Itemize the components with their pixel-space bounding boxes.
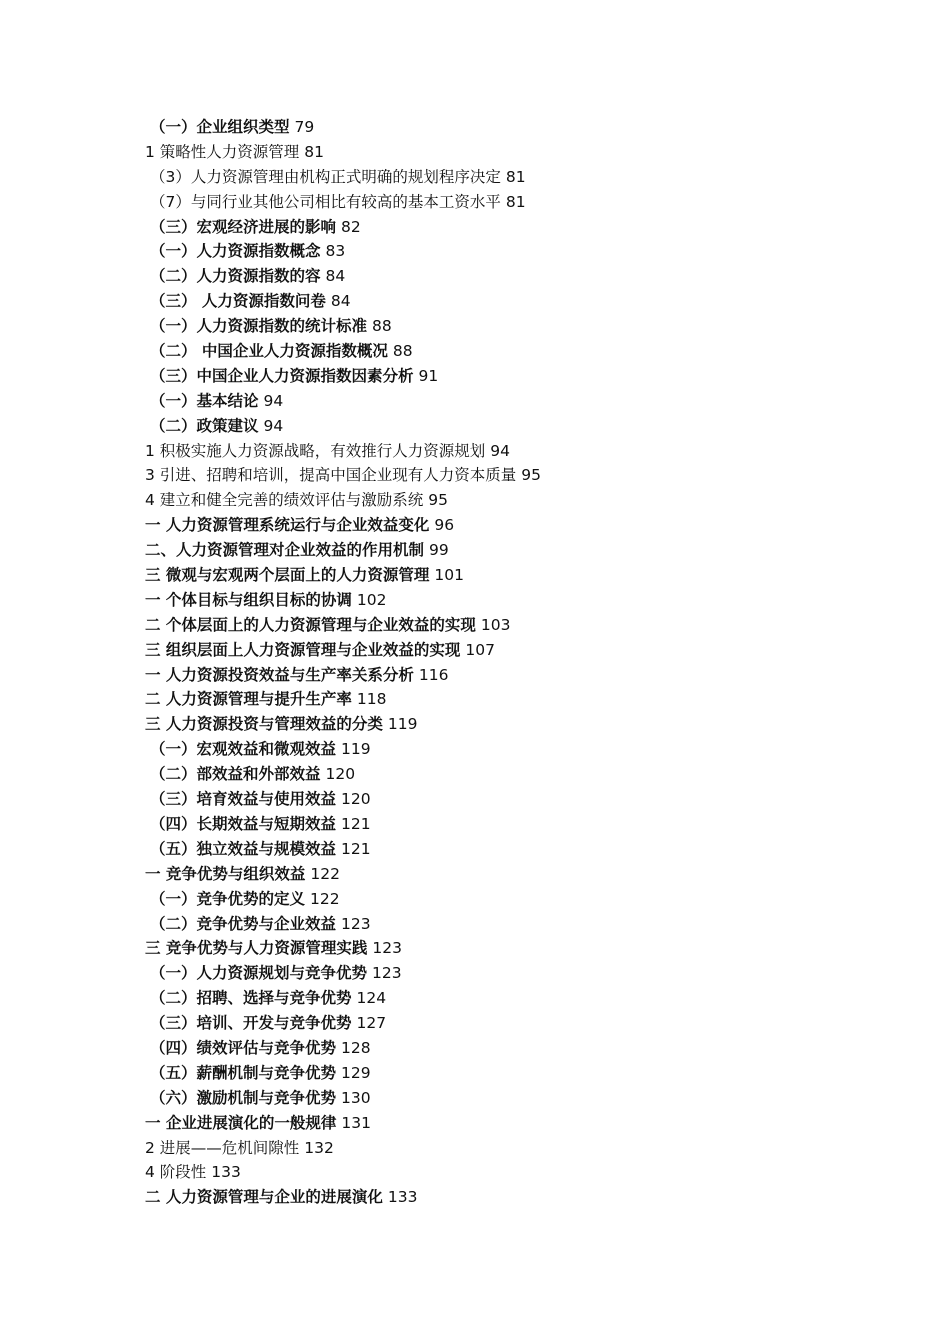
toc-entry-page-number: 121 bbox=[341, 839, 371, 858]
toc-entry bbox=[145, 1061, 905, 1086]
toc-entry-title: （3）人力资源管理由机构正式明确的规划程序决定 bbox=[150, 167, 501, 186]
toc-entry bbox=[145, 439, 905, 464]
toc-entry-title: 一 人力资源管理系统运行与企业效益变化 bbox=[145, 516, 430, 535]
toc-entry bbox=[145, 215, 905, 240]
toc-entry-title: 2 进展——危机间隙性 bbox=[145, 1138, 300, 1157]
toc-entry-page-number: 120 bbox=[325, 765, 356, 784]
toc-entry-title: （四）长期效益与短期效益 bbox=[150, 814, 337, 833]
toc-entry-title: （二）竞争优势与企业效益 bbox=[150, 914, 337, 933]
toc-entry-title: 一 个体目标与组织目标的协调 bbox=[145, 590, 352, 609]
toc-entry bbox=[145, 663, 905, 688]
toc-entry-page-number: 130 bbox=[341, 1088, 371, 1107]
toc-entry bbox=[145, 712, 905, 737]
toc-entry-title: 3 引进、招聘和培训，提高中国企业现有人力资本质量 bbox=[145, 466, 517, 485]
toc-entry-page-number: 83 bbox=[325, 242, 346, 261]
toc-entry-page-number: 79 bbox=[294, 118, 315, 136]
toc-entry-page-number: 94 bbox=[263, 416, 284, 435]
toc-entry-title: 二、人力资源管理对企业效益的作用机制 bbox=[145, 541, 425, 560]
toc-entry-title: （六）激励机制与竞争优势 bbox=[150, 1088, 337, 1107]
toc-entry-title: （一）企业组织类型 bbox=[150, 118, 290, 136]
toc-entry bbox=[145, 1036, 905, 1061]
toc-entry-page-number: 128 bbox=[341, 1038, 371, 1057]
toc-entry bbox=[145, 986, 905, 1011]
toc-entry-title: （7）与同行业其他公司相比有较高的基本工资水平 bbox=[150, 192, 501, 211]
toc-entry-page-number: 102 bbox=[356, 590, 387, 609]
toc-entry-page-number: 94 bbox=[263, 391, 284, 410]
toc-entry-page-number: 84 bbox=[330, 292, 351, 311]
toc-entry bbox=[145, 1011, 905, 1036]
toc-entry bbox=[145, 787, 905, 812]
toc-entry-title: （一）人力资源指数概念 bbox=[150, 242, 321, 261]
toc-entry bbox=[145, 314, 905, 339]
toc-entry-title: 三 微观与宏观两个层面上的人力资源管理 bbox=[145, 566, 430, 585]
toc-entry-page-number: 123 bbox=[372, 939, 402, 958]
toc-entry-title: 一 竞争优势与组织效益 bbox=[145, 864, 306, 883]
toc-entry-title: 二 个体层面上的人力资源管理与企业效益的实现 bbox=[145, 615, 476, 634]
toc-entry-title: 一 人力资源投资效益与生产率关系分析 bbox=[145, 665, 414, 684]
toc-entry-title: 1 策略性人力资源管理 bbox=[145, 142, 300, 161]
toc-entry bbox=[145, 115, 905, 140]
toc-entry-page-number: 133 bbox=[387, 1188, 418, 1207]
toc-entry-page-number: 118 bbox=[356, 690, 387, 709]
toc-entry-title: （三）培育效益与使用效益 bbox=[150, 790, 337, 809]
toc-entry bbox=[145, 912, 905, 937]
toc-entry-title: 4 阶段性 bbox=[145, 1163, 207, 1182]
table-of-contents bbox=[145, 115, 905, 1210]
toc-entry-title: 一 企业进展演化的一般规律 bbox=[145, 1113, 337, 1132]
toc-entry bbox=[145, 762, 905, 787]
toc-entry-page-number: 131 bbox=[341, 1113, 371, 1132]
toc-entry-page-number: 123 bbox=[372, 964, 402, 983]
toc-entry bbox=[145, 613, 905, 638]
toc-entry-title: 二 人力资源管理与提升生产率 bbox=[145, 690, 352, 709]
toc-entry bbox=[145, 488, 905, 513]
toc-entry bbox=[145, 463, 905, 488]
toc-entry bbox=[145, 1160, 905, 1185]
toc-entry-title: （二）政策建议 bbox=[150, 416, 259, 435]
toc-entry bbox=[145, 1086, 905, 1111]
toc-entry-page-number: 129 bbox=[341, 1063, 371, 1082]
toc-entry bbox=[145, 190, 905, 215]
toc-entry-title: 二 人力资源管理与企业的进展演化 bbox=[145, 1188, 383, 1207]
toc-entry-title: （一）基本结论 bbox=[150, 391, 259, 410]
toc-entry bbox=[145, 239, 905, 264]
toc-entry bbox=[145, 961, 905, 986]
toc-entry bbox=[145, 289, 905, 314]
toc-entry-title: （二）招聘、选择与竞争优势 bbox=[150, 989, 352, 1008]
toc-entry bbox=[145, 1111, 905, 1136]
toc-entry bbox=[145, 389, 905, 414]
toc-entry bbox=[145, 737, 905, 762]
toc-entry bbox=[145, 563, 905, 588]
toc-entry-page-number: 122 bbox=[310, 864, 340, 883]
toc-entry-title: （三）中国企业人力资源指数因素分析 bbox=[150, 366, 414, 385]
toc-entry-page-number: 107 bbox=[465, 640, 495, 659]
toc-entry-title: （二）人力资源指数的容 bbox=[150, 267, 321, 286]
toc-entry bbox=[145, 837, 905, 862]
toc-entry-title: （五）独立效益与规模效益 bbox=[150, 839, 337, 858]
toc-entry bbox=[145, 538, 905, 563]
toc-entry-page-number: 82 bbox=[341, 217, 361, 236]
toc-entry bbox=[145, 1136, 905, 1161]
toc-entry bbox=[145, 364, 905, 389]
toc-entry-title: （一）宏观效益和微观效益 bbox=[150, 740, 337, 759]
toc-entry-page-number: 122 bbox=[310, 889, 340, 908]
toc-entry-page-number: 95 bbox=[521, 466, 542, 485]
toc-entry-title: （三）宏观经济进展的影响 bbox=[150, 217, 337, 236]
toc-entry-title: （二） 中国企业人力资源指数概况 bbox=[150, 342, 388, 361]
toc-entry-title: （一）竞争优势的定义 bbox=[150, 889, 306, 908]
toc-entry-title: （五）薪酬机制与竞争优势 bbox=[150, 1063, 337, 1082]
toc-entry bbox=[145, 936, 905, 961]
toc-entry bbox=[145, 1185, 905, 1210]
toc-entry-title: 三 人力资源投资与管理效益的分类 bbox=[145, 715, 383, 734]
toc-entry-page-number: 95 bbox=[428, 491, 449, 510]
toc-entry bbox=[145, 687, 905, 712]
toc-entry-page-number: 99 bbox=[429, 541, 449, 560]
toc-entry-title: 4 建立和健全完善的绩效评估与激励系统 bbox=[145, 491, 424, 510]
toc-entry-title: 1 积极实施人力资源战略，有效推行人力资源规划 bbox=[145, 441, 486, 460]
toc-entry-page-number: 96 bbox=[434, 516, 455, 535]
toc-entry-page-number: 123 bbox=[341, 914, 371, 933]
toc-entry-title: （一）人力资源指数的统计标准 bbox=[150, 317, 368, 336]
toc-entry-title: （三）培训、开发与竞争优势 bbox=[150, 1014, 352, 1033]
toc-entry-title: （二）部效益和外部效益 bbox=[150, 765, 321, 784]
toc-entry-title: （三） 人力资源指数问卷 bbox=[150, 292, 326, 311]
toc-entry-page-number: 124 bbox=[356, 989, 387, 1008]
toc-entry bbox=[145, 339, 905, 364]
toc-entry bbox=[145, 812, 905, 837]
toc-entry-page-number: 132 bbox=[304, 1138, 334, 1157]
toc-entry bbox=[145, 638, 905, 663]
toc-entry-page-number: 94 bbox=[490, 441, 511, 460]
toc-entry-title: （一）人力资源规划与竞争优势 bbox=[150, 964, 368, 983]
toc-entry bbox=[145, 165, 905, 190]
toc-entry-page-number: 81 bbox=[505, 192, 526, 211]
toc-entry-page-number: 101 bbox=[434, 566, 464, 585]
toc-entry bbox=[145, 513, 905, 538]
toc-entry bbox=[145, 588, 905, 613]
toc-entry-page-number: 121 bbox=[341, 814, 371, 833]
toc-entry bbox=[145, 414, 905, 439]
toc-entry-page-number: 81 bbox=[304, 142, 325, 161]
toc-entry-page-number: 84 bbox=[325, 267, 346, 286]
toc-entry-title: （四）绩效评估与竞争优势 bbox=[150, 1038, 337, 1057]
toc-entry bbox=[145, 264, 905, 289]
toc-entry-page-number: 91 bbox=[418, 366, 439, 385]
toc-entry-page-number: 116 bbox=[418, 665, 449, 684]
toc-entry-page-number: 127 bbox=[356, 1014, 387, 1033]
toc-entry bbox=[145, 887, 905, 912]
toc-entry-page-number: 120 bbox=[341, 790, 371, 809]
toc-entry-page-number: 81 bbox=[505, 167, 526, 186]
toc-entry-page-number: 119 bbox=[387, 715, 418, 734]
toc-entry-page-number: 88 bbox=[392, 342, 413, 361]
toc-entry bbox=[145, 862, 905, 887]
toc-entry bbox=[145, 140, 905, 165]
toc-entry-page-number: 88 bbox=[372, 317, 392, 336]
toc-entry-title: 三 组织层面上人力资源管理与企业效益的实现 bbox=[145, 640, 461, 659]
toc-entry-page-number: 103 bbox=[480, 615, 511, 634]
toc-entry-page-number: 133 bbox=[211, 1163, 241, 1182]
toc-entry-title: 三 竞争优势与人力资源管理实践 bbox=[145, 939, 368, 958]
toc-entry-page-number: 119 bbox=[341, 740, 371, 759]
